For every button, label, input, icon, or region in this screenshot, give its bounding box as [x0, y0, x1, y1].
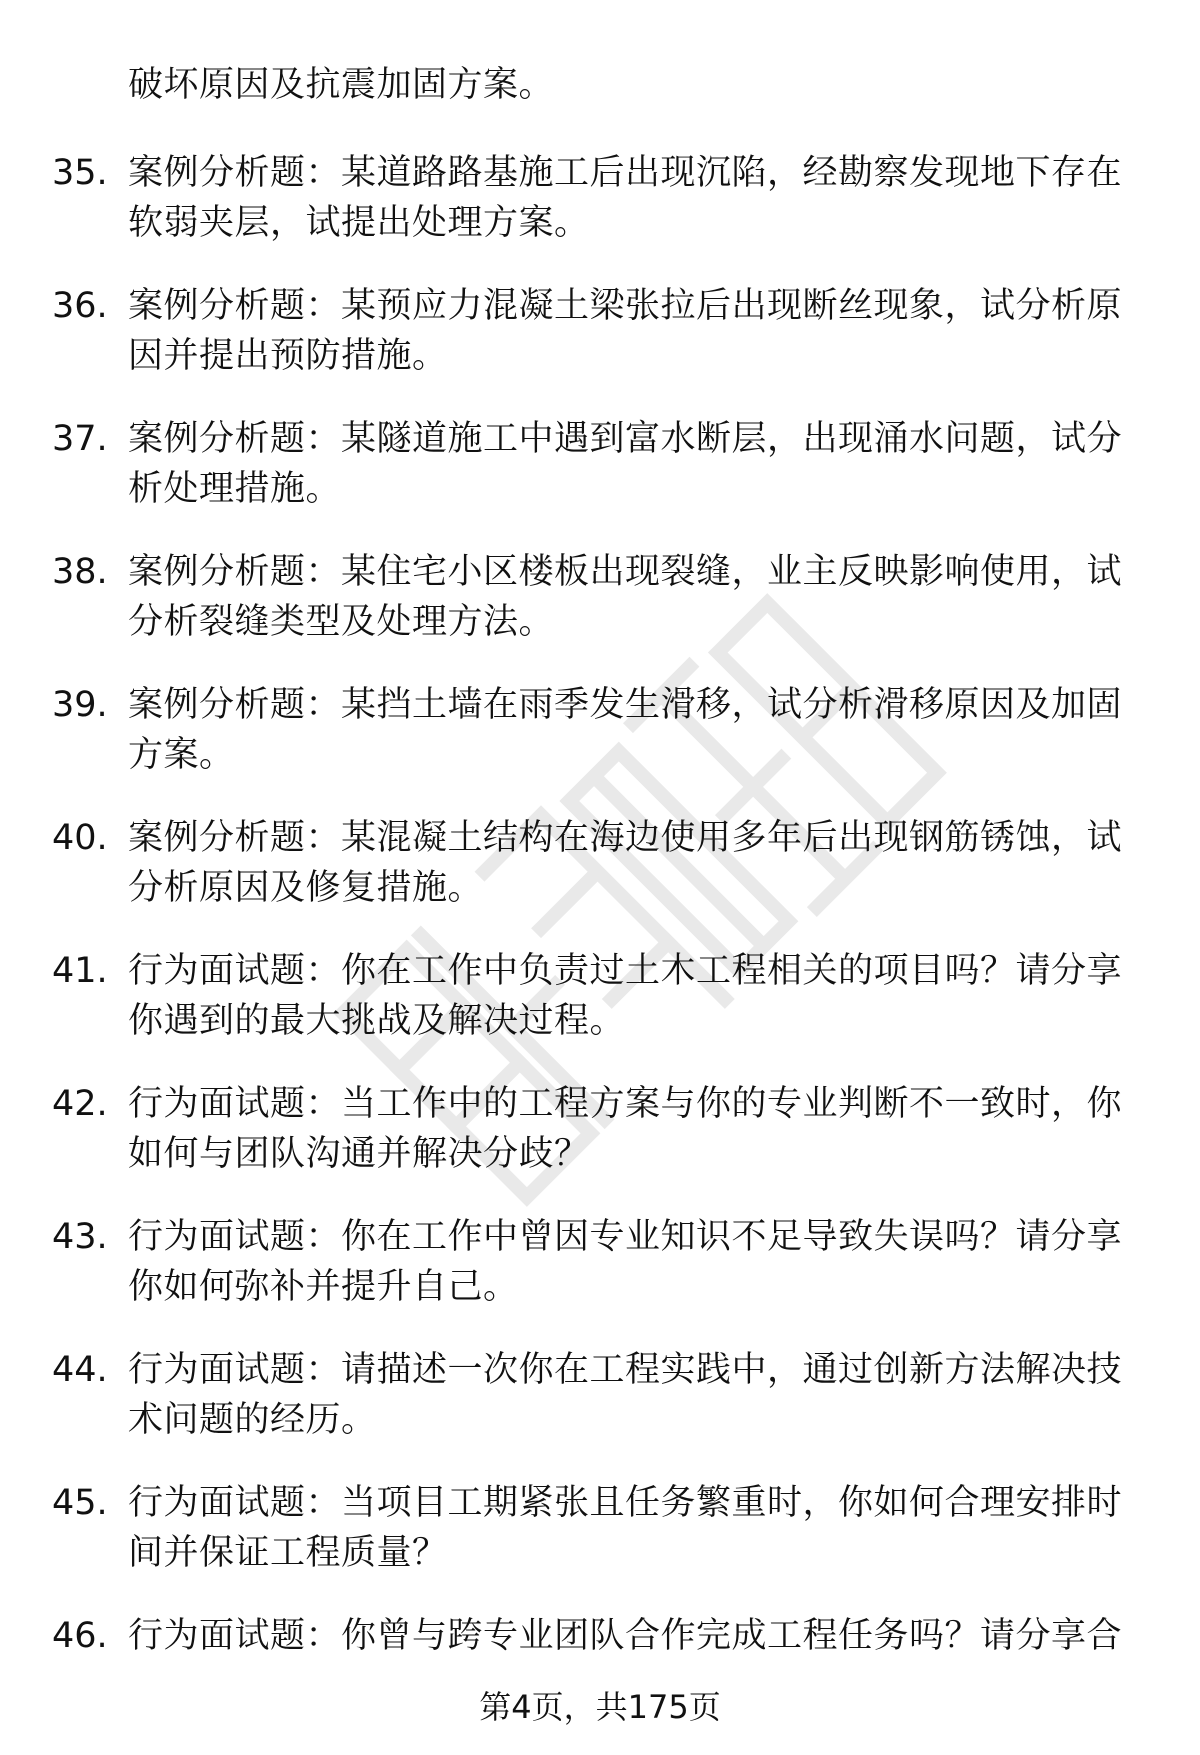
list-item	[0, 680, 1200, 813]
item-number: 46.	[52, 1616, 108, 1656]
item-number: 35.	[52, 153, 108, 193]
item-number: 42.	[52, 1084, 108, 1124]
item-text-line: 你遇到的最大挑战及解决过程。	[128, 1001, 626, 1041]
item-text	[128, 1212, 1138, 1312]
item-number: 36.	[52, 286, 108, 326]
item-text	[128, 1345, 1138, 1445]
list-item	[0, 281, 1200, 414]
item-text	[128, 547, 1138, 647]
item-text	[128, 148, 1138, 248]
item-text-line: 行为面试题：请描述一次你在工程实践中，通过创新方法解决技	[128, 1350, 1123, 1390]
list-item	[0, 1478, 1200, 1611]
item-number: 38.	[52, 552, 108, 592]
item-text-line: 案例分析题：某隧道施工中遇到富水断层，出现涌水问题，试分	[128, 419, 1123, 459]
item-text-line: 你如何弥补并提升自己。	[128, 1267, 519, 1307]
item-text-line: 案例分析题：某挡土墙在雨季发生滑移，试分析滑移原因及加固	[128, 685, 1123, 725]
item-text	[128, 813, 1138, 913]
item-text-line: 软弱夹层，试提出处理方案。	[128, 203, 590, 243]
item-text	[128, 1478, 1138, 1578]
item-text	[128, 1079, 1138, 1179]
item-text-line: 案例分析题：某住宅小区楼板出现裂缝，业主反映影响使用，试	[128, 552, 1123, 592]
item-text-line: 案例分析题：某道路路基施工后出现沉陷，经勘察发现地下存在	[128, 153, 1123, 193]
item-text	[128, 414, 1138, 514]
item-text-line: 行为面试题：你在工作中负责过土木工程相关的项目吗？请分享	[128, 951, 1123, 991]
item-number: 39.	[52, 685, 108, 725]
list-item	[0, 547, 1200, 680]
question-list	[0, 148, 1200, 1744]
item-text-line: 方案。	[128, 735, 235, 775]
item-number: 41.	[52, 951, 108, 991]
item-text-line: 行为面试题：你曾与跨专业团队合作完成工程任务吗？请分享合	[128, 1616, 1123, 1656]
item-text	[128, 281, 1138, 381]
item-number: 44.	[52, 1350, 108, 1390]
item-text-line: 案例分析题：某预应力混凝土梁张拉后出现断丝现象，试分析原	[128, 286, 1123, 326]
item-text	[128, 946, 1138, 1046]
item-text-line: 行为面试题：你在工作中曾因专业知识不足导致失误吗？请分享	[128, 1217, 1123, 1257]
item-text	[128, 1611, 1138, 1661]
item-text-line: 分析原因及修复措施。	[128, 868, 484, 908]
continuation-line: 破坏原因及抗震加固方案。	[128, 65, 555, 105]
item-text-line: 因并提出预防措施。	[128, 336, 448, 376]
item-text-line: 行为面试题：当工作中的工程方案与你的专业判断不一致时，你	[128, 1084, 1123, 1124]
list-item	[0, 1079, 1200, 1212]
item-number: 40.	[52, 818, 108, 858]
item-text-line: 间并保证工程质量？	[128, 1533, 448, 1573]
item-text-line: 分析裂缝类型及处理方法。	[128, 602, 555, 642]
list-item	[0, 414, 1200, 547]
list-item	[0, 813, 1200, 946]
item-number: 45.	[52, 1483, 108, 1523]
list-item	[0, 946, 1200, 1079]
item-number: 43.	[52, 1217, 108, 1257]
list-item	[0, 1212, 1200, 1345]
item-number: 37.	[52, 419, 108, 459]
list-item	[0, 148, 1200, 281]
item-text	[128, 680, 1138, 780]
page-footer: 第4页，共175页	[479, 1688, 721, 1726]
item-text-line: 行为面试题：当项目工期紧张且任务繁重时，你如何合理安排时	[128, 1483, 1123, 1523]
list-item	[0, 1345, 1200, 1478]
item-text-line: 如何与团队沟通并解决分歧？	[128, 1134, 590, 1174]
item-text-line: 析处理措施。	[128, 469, 342, 509]
item-text-line: 术问题的经历。	[128, 1400, 377, 1440]
item-text-line: 案例分析题：某混凝土结构在海边使用多年后出现钢筋锈蚀，试	[128, 818, 1123, 858]
